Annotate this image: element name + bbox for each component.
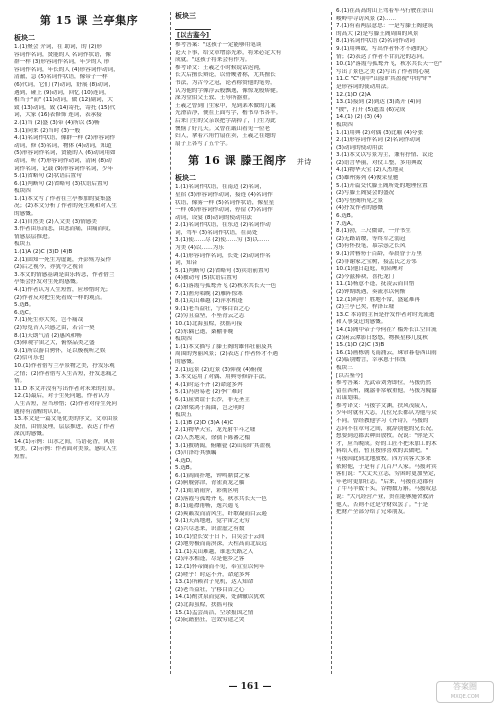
watermark-logo [436, 681, 494, 703]
answer-line: 说："大凡经营产业，贵在能够施舍救济 [336, 494, 434, 500]
answer-line: 短暂。 [14, 454, 31, 461]
answer-line: 2.(1)形容词作名词 (2)名词作动词 [336, 137, 421, 144]
answer-line: (4)抒发作者的感慨 [336, 205, 384, 212]
answer-line: 15.(1)D (2)C (3)B [336, 342, 385, 349]
answer-line: (3)川泽纡其骇瞩 [175, 450, 217, 457]
answer-line: 遇到，碰上 (9)动词，回忆 (10)连词， [14, 89, 110, 96]
answer-line: (2)兴尽悲来，识盈虚之有数 [175, 526, 245, 533]
answer-line: 15.(1)孟尝高洁，空余报国之情 [175, 609, 254, 616]
answer-line: 年老时更加壮志。"后来，马援在边郡有 [336, 478, 434, 485]
answer-line: (3)写登阁所见之景 [336, 197, 384, 204]
column-1 [14, 8, 164, 680]
answer-line: 况；(2)本文分析了作者的死生观和对人生 [14, 203, 118, 210]
answer-line: 周围的秀丽风景；(2)表达了作者怀才不遇 [175, 351, 279, 358]
answer-line: 为美 (4)以……为乐 [175, 245, 224, 252]
answer-line: 14.(1)示例：山水之间，鸟语花香，风景 [14, 438, 115, 445]
answer-page [14, 8, 486, 680]
answer-line: 星宿 (3)形容词作动词，接连 (4)名词作 [175, 191, 273, 198]
answer-line: 11.C "C"项中"山原旷其盈视"中的"旷" [336, 76, 432, 83]
answer-line: 8.(1)名词作状语 (2)名词作动词 [336, 38, 415, 45]
answer-line: 3.作者由乐而悲，由悲而痛，由痛而叹， [14, 226, 115, 233]
answer-line: 容词作名词，贤能的人 名词作状语，像 [14, 51, 111, 58]
answer-line: (5)形容词作名词，贤能的人 (6)动词用如 [14, 150, 116, 157]
answer-line: 8.(1)关山难越 (2)萍水相逢 [175, 298, 243, 305]
answer-line: 动词，听 (7)形容词作动词，清闲 (8)动 [14, 157, 112, 164]
answer-line: 动词，设宴 (8)动词的使动用法 [175, 214, 252, 221]
answer-line: 12.(1)D (2)A [336, 91, 371, 98]
answer-line: 9.(1)老当益壮，宁移白首之心 [175, 305, 250, 312]
answer-line: 深沉的感慨。 [14, 431, 48, 438]
answer-line: 14.(1)酌贪泉而觉爽，处涸辙以犹欢 [175, 594, 265, 601]
answer-line: 12.(1)怀帝阍而不见，奉宣室以何年 [175, 564, 265, 570]
answer-line: 3.(1)本文以写景为主，兼有抒情、议论 [336, 152, 434, 159]
answer-line: 后来门生的父亲误把字刮掉了，门生为此 [175, 117, 276, 124]
answer-line: 10.(1)他日趋庭，叨陪鲤对 [336, 266, 404, 273]
answer-line: 情。 [14, 378, 26, 385]
answer-line: (2)穷且益坚，不坠青云之志 [175, 313, 245, 320]
answer-line: (2)作者反对把生死看成一样的观点。 [14, 294, 106, 301]
answer-line: 少年时就有大志，几位兄长都认为他与众 [336, 410, 437, 417]
answer-line: (4)被动句 (5)状语后置句 [175, 275, 238, 282]
block-heading: 板块三 [175, 12, 196, 20]
answer-line: 4.(1)时运不齐 (2)命途多舛 [175, 381, 243, 388]
answer-line: 亭集会抒发对生死的感慨。 [14, 279, 82, 286]
answer-line: (6)代词，它们 (7)动词，舒展 (8)动词， [14, 81, 115, 88]
answer-line: (2)萍水相逢，尽是他乡之客 [175, 556, 245, 563]
page-number: — 161 — [228, 682, 272, 692]
answer-line: 参考答案："这孩子一定能够用笔谈 [175, 42, 262, 48]
answer-line: 5.(1)省略句 (2)状语后置句 [14, 173, 82, 180]
answer-line: 1.(1)本文描写了滕王阁的雄伟壮丽及其 [175, 343, 273, 350]
answer-lines [175, 184, 325, 624]
block-heading: 板块二 [175, 174, 196, 183]
answer-line: 9.(1)天高地迥，觉宇宙之无穷 [175, 518, 250, 525]
answer-line: 1.(1)聚会 介词，在 助词，的 (2)形 [14, 44, 103, 50]
answer-line: 容词作名词，年长的人 (4)形容词作动词， [14, 66, 119, 73]
answer-line: [以古鉴今] [336, 372, 363, 379]
answer-line: 9.(1)舍簪笏于百龄，奉晨昏于万里 [336, 251, 422, 257]
answer-lines [175, 42, 325, 118]
answer-line: 状语，像雾一样 (5)名词作状语，像星星 [175, 199, 275, 206]
answer-line: 4.(1)形容词作名词，长处 (2)动词作名 [175, 252, 271, 259]
answer-line: 词作名词，记载 (9)形容词作名词，少年 [14, 165, 114, 172]
answer-line: 10.(1)作者借写兰亭景物之美，抒发乐观 [14, 362, 115, 369]
answer-lines [336, 380, 486, 517]
answer-line: 题持有清醒的认识。 [14, 408, 65, 415]
answer-line: 8.(1)遥襟甫畅，逸兴遄飞 [175, 503, 239, 510]
answer-line: (3)雄州雾列 (4)俊采星驰 [336, 175, 399, 182]
answer-line: 4.(1)物华天宝 (2)人杰地灵 [336, 167, 404, 174]
answer-line: 扇子上各写了五个字。 [175, 140, 231, 147]
answer-line: 板块四 [175, 336, 192, 343]
answer-line: (2)后之视今，亦犹今之视昔 [14, 264, 84, 271]
answer-line: 认为他的字像浮云般飘逸，像惊龙般矫健。 [175, 87, 282, 94]
answer-line: 把财产全部分给了兄弟朋友。 [336, 509, 409, 516]
answer-line: 是形容词的使动用法。 [336, 83, 392, 90]
answer-line: (2)语言华丽，对仗工整，多用典故 [336, 159, 423, 166]
answer-line: 7.(1)渔舟唱晚 (2)雁阵惊寒 [175, 290, 243, 297]
answer-line: 6.选C。 [14, 309, 35, 316]
answer-line: 参考译文：马援字文渊，扶风茂陵人， [336, 402, 432, 409]
answer-line: 13.本文是一篇文笔优美的序文，文章由景 [14, 416, 118, 423]
answer-line: (2)非谢家之宝树，接孟氏之芳邻 [336, 258, 417, 265]
answer-line: 及情，由情及理，层层推进，表达了作者 [14, 423, 115, 430]
answer-lines [336, 8, 486, 380]
answer-line: 3.(1)向来 (2)当时 (3)一般 [14, 127, 81, 134]
answer-line: (2)每览昔人兴感之由，若合一契 [14, 324, 95, 331]
answer-line: (2)写滕王阁宴会的盛况 [336, 190, 395, 197]
lesson-15-title: 第 15 课 兰亭集序 [39, 14, 139, 27]
lesson-16-title [175, 152, 325, 168]
answer-line: 峻岭中寻访风景 (2)…… [336, 15, 397, 22]
answer-line: 书法，为古今之冠，论者称赞他的笔势， [175, 79, 276, 86]
answer-line: "披"，打开 (5)遮盖 (6)完成 [336, 106, 406, 113]
answer-line: 板块三 [336, 364, 353, 371]
answer-line: 13.(1)所赖君子见机，达人知命 [175, 579, 254, 586]
answer-line: 9.(1)所以游目骋怀，足以极视听之娱 [14, 347, 106, 354]
answer-line: 1.(1)名词作状语，在南边 (2)名词， [175, 184, 266, 191]
answer-line: 2.(1)远景 (2)近景 (3)仰视 (4)俯视 [175, 366, 263, 373]
answer-line: 7.(1)有着两层意思：一是写滕王阁建筑 [336, 23, 434, 30]
answer-line: 依附他，于是有了几百户人家。马援对宾 [336, 463, 437, 470]
answer-line: 相当于"而" (11)动词，做 (12)副词，大 [14, 97, 113, 104]
answer-line: 7.(1)虹销雨霁，彩彻区明 [175, 488, 239, 495]
answer-line: 6.(1)在高高的山上驾着车马行驶在崇山 [336, 8, 434, 14]
section-subheading: [以古鉴今] [177, 31, 209, 39]
answer-line: 的感慨。 [175, 358, 198, 365]
answer-line: 2.(1)自然美 (2)人文美 (3)情感美 [14, 218, 98, 225]
answer-line: 7.(1)死生亦大矣，岂不痛哉 [14, 317, 84, 324]
answer-line: 成就。"这孩子将来会有作为。 [175, 57, 251, 64]
answer-line: 和人事变迁的感慨。 [336, 319, 387, 326]
answer-line: 10.(1)望长安于日下，目吴会于云间 [175, 533, 265, 540]
lesson-16-author: 并诗 [296, 158, 312, 167]
answer-line: 妇人，拿着六角竹扇在卖，王羲之在她的 [175, 133, 276, 140]
answer-line: 5.选B。 [175, 465, 196, 472]
answer-line: 2.(1)物华天宝，龙光射牛斗之墟 [175, 427, 256, 434]
answer-line: 词，大家 (16)表修饰 连词，表承接 [14, 112, 102, 119]
answer-line: 14.(1)阁中帝子今何在？槛外长江空自流 [336, 326, 437, 333]
answer-line: 11.(1)杨意不逢，抚凌云而自惜 [336, 281, 415, 288]
answer-line: 客们说："大丈夫立志，穷困时更加坚定， [336, 471, 440, 478]
answer-line: 词，知音 [175, 260, 198, 267]
answer-line: 致 (13)动词，致 (14)寄托，寄托 (15)代 [14, 104, 116, 111]
answer-line: 清澈，急 (5)名词作状语，像带子一样 [14, 74, 108, 81]
answer-line: (2)爽籁发而清风生，纤歌凝而白云遏 [175, 510, 267, 517]
answer-line: 1.(1)B (2)D (3)A (4)C [175, 419, 234, 426]
answer-line: 想要到边郡去种田放牧。况说："你是大 [336, 433, 434, 440]
answer-line: 6.(1)闾阎扑地，钟鸣鼎食之家 [175, 472, 250, 479]
answer-line: (2)临别赠言，幸承恩于伟饯 [336, 357, 406, 364]
answer-line: 情感层层推进。 [14, 233, 54, 240]
answer-line: 5.(1)判断句 (2)省略句 (3)宾语前置句 [175, 267, 270, 274]
answer-line: 板块五 [14, 241, 31, 248]
answer-line: 参考答案：光武帝刘秀即位，马援仍然 [336, 380, 432, 387]
answer-line: (2)今兹捧袂，喜托龙门 [336, 273, 395, 280]
answer-line: 3.本文的情感基调是由乐转悲，作者借兰 [14, 271, 115, 278]
answer-line: 留在西州，隗嚣非常敬重他，马援为隗嚣 [336, 387, 437, 394]
answer-line: 6.(1)屈贾谊于长沙，非无圣主 [175, 396, 250, 403]
column-divider [331, 12, 332, 674]
answer-line: 深为堂伯父王敦、王导所器重。 [175, 95, 254, 102]
answer-line: 4.选D。 [175, 457, 196, 464]
answer-line: 5.(1)开篇交代滕王阁所处的地理位置 [336, 182, 428, 189]
answer-line: 5.选B。 [14, 302, 35, 309]
answer-line: 写出了景色之美 (2)写出了作者的心境 [336, 68, 430, 75]
answer-line: 11.(1)关山难越，谁悲失路之人 [175, 548, 254, 555]
column-2 [175, 8, 325, 680]
answer-line: 群一样 (3)形容词作名词，年少的人 形 [14, 59, 110, 66]
answer-line: 马援因此到北地放牧。四方宾客大多来 [336, 456, 432, 463]
column-3 [336, 8, 486, 680]
answer-line: (2)阮籍猖狂，岂效穷途之哭 [175, 617, 245, 624]
answer-line: 3.(1)披绣闼，俯雕甍 (2)山原旷其盈视 [175, 442, 271, 449]
answer-line: 优美。(2)示例：作者面对美景，感叹人生 [14, 446, 118, 453]
answer-line: 板块五 [175, 412, 192, 419]
answer-line: 懊恼了好几天。又曾在蕺山看见一位老 [175, 125, 271, 132]
answer-line: (2)北海虽赊，扶摇可接 [175, 601, 234, 608]
answer-line: 参考译文：王羲之小时候说话迟钝， [175, 64, 265, 71]
watermark-text: 答案圈 [453, 682, 477, 691]
answer-line: 16.(1)画栋朝飞南浦云，珠帘暮卷西山雨 [336, 349, 437, 356]
answer-line: 之情；(2)作者借写人生苦短，抒发悲痛之 [14, 370, 118, 377]
answer-line: 12.(1)最后，对于生死问题，作者认为 [14, 393, 110, 400]
answer-line: 2.(1)固知一死生为虚诞，齐彭殇为妄作 [14, 256, 112, 263]
answer-line: 1.(1)用典 (2)对偶 (3)比喻 (4)夸张 [336, 129, 424, 136]
answer-line: 10.(1)"落霞与孤鹜齐飞，秋水共长天一色" [336, 61, 442, 68]
answer-line: 4.(1)作者认为人生短暂，应珍惜时光； [14, 287, 112, 293]
answer-line: (2)舸舰弥津，青雀黄龙之舳 [175, 480, 245, 487]
answer-line: 12.(1)呜呼！胜地不常，盛筵难再 [336, 296, 420, 303]
answer-line: 长大后擅长辩论，以骨鲠著称，尤其擅长 [175, 72, 276, 79]
answer-line: 的感慨。 [14, 211, 37, 218]
answer-line: 论天下事，给文章增添光彩，将来必定大有 [175, 49, 282, 56]
answer-line: (2)地势极而南溟深，天柱高而北辰远 [175, 541, 267, 548]
answer-line: 10.(1)北海虽赊，扶摇可接 [175, 321, 243, 327]
answer-line: 的高大 (2)是写滕王阁周围的风景 [336, 30, 419, 37]
lesson-16-title-text: 第 16 课 滕王阁序 [188, 154, 287, 168]
answer-line: 料给人看，暂且按你喜欢的去做吧。" [336, 448, 429, 455]
answer-line: 1.(1)本文写了作者在兰亭参加的宴集盛 [14, 195, 112, 202]
answer-line: 板块四 [336, 121, 353, 128]
answer-line: (2)钟期既遇，奏流水以何惭 [336, 288, 406, 295]
answer-line: 5.(1)冯唐易老 (2)李广难封 [175, 389, 243, 396]
answer-line: (2)落霞与孤鹜齐飞，秋水共长天一色 [175, 495, 267, 502]
answer-line: 11.D 本文并没有写出作者对未来的打算。 [14, 385, 119, 392]
answer-line: (2)嗟乎！时运不齐，命途多舛 [175, 571, 251, 578]
answer-line: 不同。曾经教他学习《齐诗》，马援的 [336, 418, 429, 425]
answer-line: 8.(1)天朗气清 (2)惠风和畅 [14, 332, 82, 339]
answer-line: 6.选B。 [336, 213, 357, 220]
answer-line: 人生苦短，应当珍惜；(2)作者对待生死问 [14, 400, 118, 407]
answer-lines [175, 118, 325, 148]
block-heading: 板块二 [14, 34, 35, 42]
answer-line: 动词，修 (3)名词，物体 (4)动词，知道 [14, 142, 112, 149]
answer-line: (2)无路请缨，等终军之弱冠 [336, 235, 406, 242]
answer-line: (2)兰亭已矣，梓泽丘墟 [336, 304, 395, 311]
answer-line: (2)老当益壮，宁移白首之心 [175, 586, 245, 593]
answer-line: 6.(1)判断句 (2)省略句 (3)状语后置句 [14, 180, 109, 187]
answer-line: 3.(1)使……尽 (2)使……穷 (3)以…… [175, 237, 270, 244]
answer-line: 他人，否则不过是守财奴罢了。"于是 [336, 501, 429, 508]
answer-line: (3)仰观宇宙之大，俯察品类之盛 [14, 340, 95, 347]
answer-line: (2)人杰地灵，徐孺下陈蕃之榻 [175, 434, 251, 441]
answer-line: 2.(1)当 (2)盛 (3)带 (4)所以 (5)畅 [14, 119, 100, 126]
answer-line: 情；(2)表达了作者不甘沉沦的志向。 [336, 53, 428, 60]
answer-line: 志向不在章句之间，就辞别他的兄长况， [336, 425, 437, 432]
answer-line: 7.选A。 [336, 220, 357, 227]
answer-line: 1.(1)A (2)C (3)D (4)B [14, 249, 73, 256]
answer-line: 才，应当晚成。好的工匠不把未加工的木 [336, 440, 437, 447]
answer-line: 13.(1)接到 (2)到达 (3)离开 (4)同 [336, 99, 422, 106]
answer-line: (3)有怀投笔，慕宗悫之长风 [336, 243, 406, 250]
answer-line: 一样 (6)形容词作动词，停留 (7)名词作 [175, 207, 273, 214]
answer-lines [14, 44, 164, 462]
answer-line: (2)闲云潭影日悠悠，物换星移几度秋 [336, 334, 428, 341]
answer-line: 3.本文运用了对偶、用典等修辞手法。 [175, 374, 270, 381]
watermark-url: MXQE.COM [450, 694, 480, 700]
answer-line: 9.(1)用典故，写出作者怀才不遇的心 [336, 45, 428, 52]
answer-line: (2)窜梁鸿于海曲，岂乏明时 [175, 404, 245, 411]
answer-line: 光滑洁净，便在上面写字，楷书草书各半。 [175, 110, 282, 117]
answer-line: 出谋划策。 [336, 395, 364, 402]
answer-line: (2)东隅已逝，桑榆非晚 [175, 328, 234, 335]
answer-line: 4.(1)名词作状语，像群一样 (2)形容词作 [14, 135, 116, 142]
answer-line: 13.C 本诗的主旨是抒发作者对时光流逝 [336, 311, 435, 318]
answer-line: 6.(1)落霞与孤鹜齐飞 (2)秋水共长天一色 [175, 283, 277, 290]
answer-line: 王羲之曾到门生家中，见到棐木做的几案 [175, 102, 276, 109]
answer-line: 14.(1) (2) (3) (4) [336, 114, 382, 121]
answer-line: (2)信可乐也 [14, 355, 45, 362]
answer-line: 词，驾车 (3)名词作状语，在高处 [175, 229, 258, 236]
answer-line: (3)动词的使动用法 [336, 144, 384, 151]
answer-line: 8.(1)勃，三尺微命，一介书生 [336, 228, 411, 235]
answer-line: 2.(1)名词作状语，在东边 (2)名词作动 [175, 222, 271, 229]
answer-line: 了牛马羊数千头，谷物数万斛。马援叹息 [336, 486, 437, 493]
answer-line: 板块四 [14, 188, 31, 195]
column-divider [170, 12, 171, 674]
